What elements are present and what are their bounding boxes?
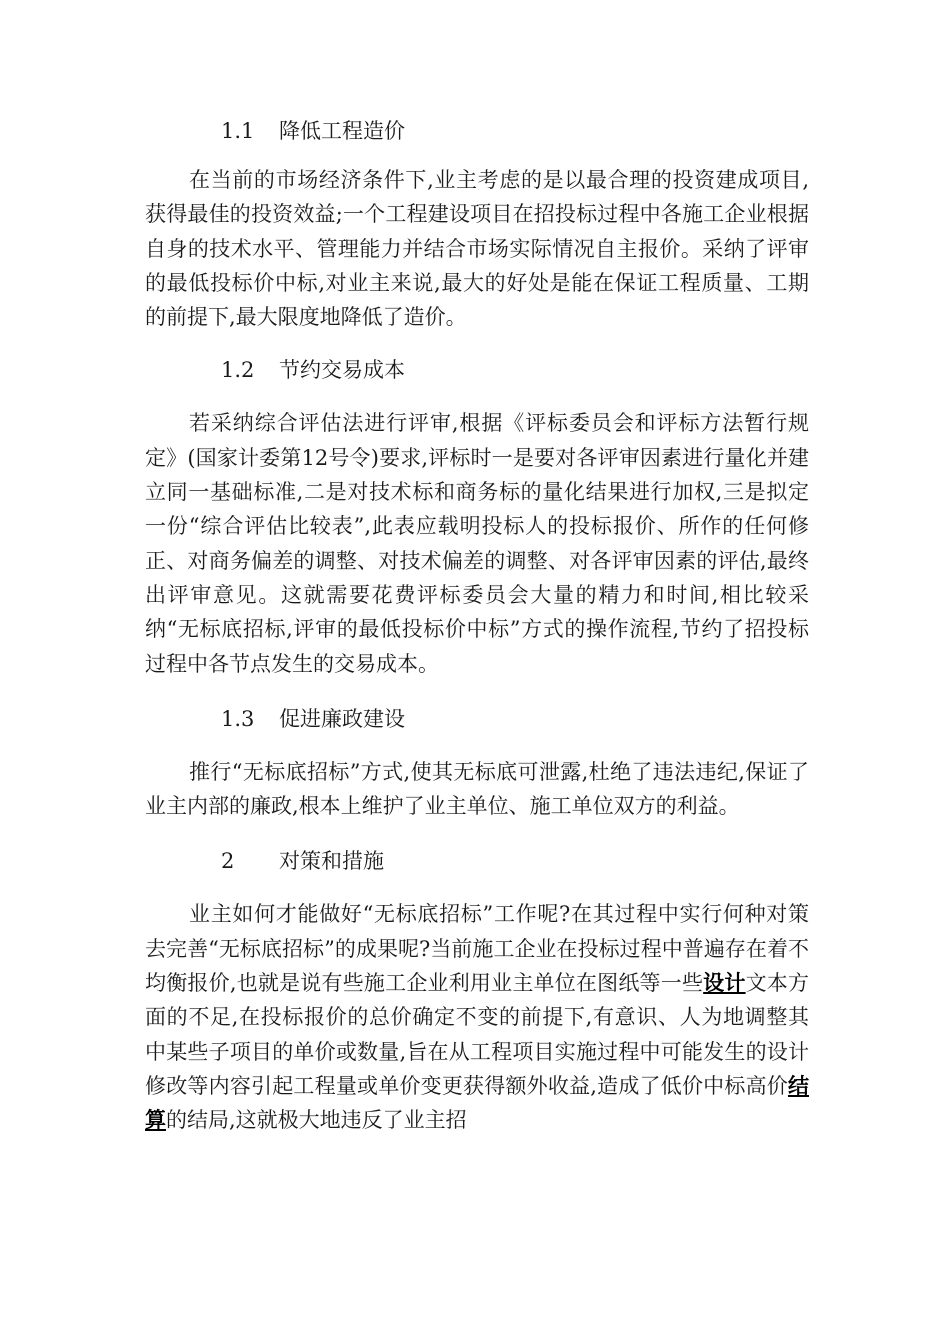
section-heading-1-3 xyxy=(145,703,809,735)
section-number: 1.1 xyxy=(221,119,255,143)
section-paragraph-1-1: 在当前的市场经济条件下,业主考虑的是以最合理的投资建成项目,获得最佳的投资效益;一个工程建设项目在招投标过程中各施工企业根据自身的技术水平、管理能力并结合市场实际情况自主报价。采纳了评审的最低投标价中标,对业主来说,最大的好处是能在保证工程质量、工期的前提下,最大限度地降低了造价。 xyxy=(145,168,809,330)
section-number: 1.2 xyxy=(221,358,255,383)
section-number: 2 xyxy=(221,849,235,874)
section-heading-1-2 xyxy=(145,354,809,386)
section-title: 节约交易成本 xyxy=(279,358,405,383)
section-heading-2 xyxy=(145,845,809,877)
paragraph-text: 的结局,这就极大地违反了业主招 xyxy=(166,1108,467,1133)
paragraph-text: 业主如何才能做好“无标底招标”工作呢?在其过程中实行何种对策去完善“无标底招标”的成果呢?当前施工企业在投标过程中普遍存在着不均衡报价,也就是说有些施工企业利用业主单位在图纸等一些 xyxy=(145,902,809,996)
section-paragraph-2 xyxy=(145,897,809,1137)
section-title: 降低工程造价 xyxy=(279,119,405,143)
section-paragraph-1-2: 若采纳综合评估法进行评审,根据《评标委员会和评标方法暂行规定》(国家计委第12号令)要求,评标时一是要对各评审因素进行量化并建立同一基础标准,二是对技术标和商务标的量化结果进行加权,三是拟定一份“综合评估比较表”,此表应载明投标人的投标报价、所作的任何修正、对商务偏差的调整、对技术偏差的调整、对各评审因素的评估,最终出评审意见。这就需要花费评标委员会大量的精力和时间,相比较采纳“无标底招标,评审的最低投标价中标”方式的操作流程,节约了招投标过程中各节点发生的交易成本。 xyxy=(145,411,809,676)
settlement-link[interactable]: 结算 xyxy=(145,1072,809,1133)
paragraph-text: 文本方面的不足,在投标报价的总价确定不变的前提下,有意识、人为地调整其中某些子项目的单价或数量,旨在从工程项目实施过程中可能发生的设计修改等内容引起工程量或单价变更获得额外收益,造成了低价中标高价 xyxy=(145,971,810,1098)
document-page xyxy=(145,115,809,1138)
design-link[interactable]: 设计 xyxy=(703,970,746,996)
section-title: 促进廉政建设 xyxy=(279,706,405,731)
section-number: 1.3 xyxy=(221,706,255,731)
section-heading-1-1 xyxy=(145,115,809,147)
section-paragraph-1-3: 推行“无标底招标”方式,使其无标底可泄露,杜绝了违法违纪,保证了业主内部的廉政,根本上维护了业主单位、施工单位双方的利益。 xyxy=(145,759,809,819)
section-title: 对策和措施 xyxy=(279,849,384,874)
